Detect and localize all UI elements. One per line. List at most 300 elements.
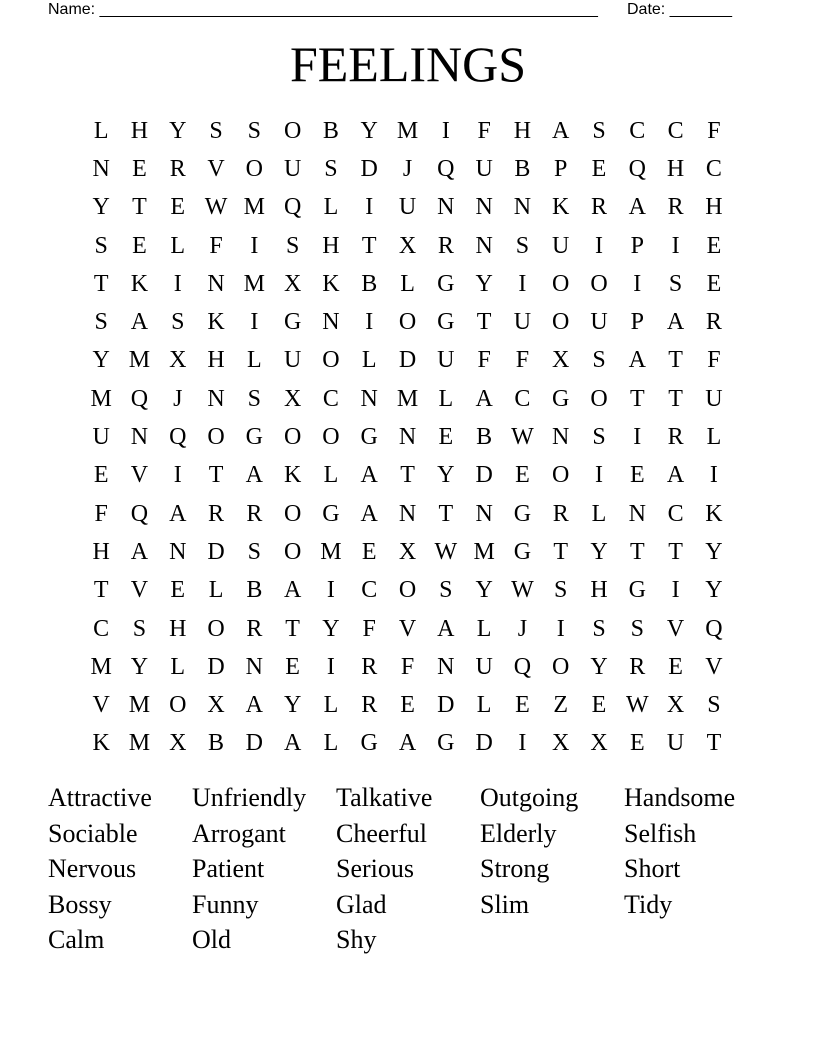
- grid-cell: N: [245, 653, 263, 680]
- grid-cell: N: [92, 155, 110, 182]
- grid-cell: W: [511, 424, 534, 451]
- grid-cell: R: [361, 692, 378, 719]
- grid-cell: O: [283, 538, 302, 565]
- grid-cell: D: [475, 462, 493, 489]
- grid-cell: I: [633, 424, 642, 451]
- grid-cell: U: [590, 309, 608, 336]
- grid-cell: G: [437, 309, 455, 336]
- grid-cell: A: [475, 385, 493, 412]
- word-list-item: Serious: [336, 854, 414, 883]
- grid-cell: N: [398, 500, 417, 527]
- grid-cell: U: [552, 232, 570, 259]
- grid-cell: C: [322, 385, 339, 412]
- grid-cell: F: [707, 117, 721, 144]
- grid-cell: G: [360, 424, 378, 451]
- grid-cell: L: [476, 692, 492, 719]
- grid-cell: F: [477, 347, 491, 374]
- grid-cell: Y: [283, 692, 302, 719]
- grid-cell: Y: [130, 653, 149, 680]
- grid-cell: E: [132, 232, 147, 259]
- grid-cell: E: [285, 653, 300, 680]
- grid-cell: U: [513, 309, 532, 336]
- grid-cell: Y: [705, 538, 723, 565]
- grid-cell: I: [365, 309, 374, 336]
- grid-cell: N: [628, 500, 646, 527]
- grid-cell: C: [93, 615, 110, 642]
- grid-cell: E: [170, 194, 186, 221]
- grid-cell: X: [169, 730, 187, 757]
- grid-cell: T: [476, 309, 492, 336]
- grid-cell: O: [283, 117, 302, 144]
- grid-cell: Y: [475, 270, 493, 297]
- grid-cell: F: [94, 500, 108, 527]
- grid-cell: M: [320, 538, 342, 565]
- grid-cell: N: [130, 424, 149, 451]
- grid-cell: N: [398, 424, 417, 451]
- grid-cell: I: [518, 730, 527, 757]
- grid-cell: M: [243, 270, 265, 297]
- grid-cell: X: [169, 347, 187, 374]
- word-list-item: Attractive: [48, 783, 152, 812]
- grid-cell: A: [552, 117, 570, 144]
- grid-cell: S: [554, 577, 568, 604]
- grid-cell: H: [513, 117, 532, 144]
- grid-cell: Y: [92, 194, 110, 221]
- word-list-item: Slim: [480, 889, 530, 919]
- word-list-item: Patient: [192, 854, 265, 883]
- grid-cell: I: [709, 462, 718, 489]
- grid-cell: M: [473, 538, 495, 565]
- grid-cell: R: [667, 194, 684, 221]
- grid-cell: N: [475, 500, 493, 527]
- grid-cell: F: [707, 347, 721, 374]
- grid-cell: G: [513, 538, 532, 565]
- grid-cell: L: [361, 347, 377, 374]
- grid-cell: O: [245, 155, 263, 182]
- grid-cell: L: [323, 194, 339, 221]
- grid-cell: S: [630, 615, 644, 642]
- grid-cell: V: [666, 615, 685, 642]
- grid-cell: V: [130, 577, 149, 604]
- grid-cell: I: [250, 309, 259, 336]
- grid-cell: O: [207, 615, 225, 642]
- grid-cell: M: [128, 692, 151, 719]
- grid-cell: U: [283, 155, 302, 182]
- grid-cell: J: [173, 385, 183, 412]
- grid-cell: B: [246, 577, 263, 604]
- grid-cell: C: [629, 117, 646, 144]
- grid-cell: N: [513, 194, 532, 221]
- grid-cell: N: [207, 385, 225, 412]
- grid-cell: A: [283, 730, 302, 757]
- grid-cell: T: [629, 538, 645, 565]
- word-search-grid: [82, 112, 733, 763]
- grid-cell: D: [475, 730, 493, 757]
- grid-cell: U: [92, 424, 110, 451]
- grid-cell: A: [130, 309, 149, 336]
- grid-cell: I: [326, 577, 335, 604]
- grid-cell: O: [590, 385, 608, 412]
- grid-cell: I: [173, 462, 182, 489]
- grid-cell: L: [323, 730, 339, 757]
- word-list: [48, 780, 768, 958]
- word-list-item: Calm: [48, 925, 105, 954]
- grid-cell: S: [247, 385, 262, 412]
- word-list-item: Cheerful: [336, 818, 427, 848]
- grid-cell: C: [705, 155, 722, 182]
- word-list-item: Strong: [480, 854, 550, 883]
- grid-cell: S: [132, 615, 147, 642]
- grid-cell: E: [438, 424, 454, 451]
- grid-cell: X: [552, 730, 570, 757]
- grid-cell: Y: [92, 347, 110, 374]
- grid-cell: H: [92, 538, 110, 565]
- grid-cell: K: [705, 500, 723, 527]
- grid-cell: T: [668, 385, 683, 412]
- grid-cell: I: [250, 232, 259, 259]
- grid-cell: A: [245, 692, 263, 719]
- grid-cell: I: [595, 462, 603, 489]
- grid-cell: E: [93, 462, 109, 489]
- word-list-item: Funny: [192, 889, 259, 919]
- grid-cell: L: [247, 347, 262, 374]
- grid-cell: E: [515, 462, 530, 489]
- grid-cell: T: [553, 538, 569, 565]
- grid-cell: B: [361, 270, 378, 297]
- grid-cell: E: [400, 692, 415, 719]
- grid-cell: B: [514, 155, 531, 182]
- grid-cell: Y: [475, 577, 493, 604]
- grid-cell: E: [706, 232, 722, 259]
- grid-cell: L: [208, 577, 224, 604]
- grid-cell: D: [360, 155, 378, 182]
- grid-cell: R: [246, 500, 263, 527]
- grid-cell: G: [283, 309, 302, 336]
- grid-cell: M: [243, 194, 265, 221]
- grid-cell: N: [475, 232, 493, 259]
- grid-cell: P: [630, 232, 644, 259]
- grid-cell: A: [628, 194, 646, 221]
- grid-cell: U: [475, 653, 493, 680]
- grid-cell: D: [437, 692, 455, 719]
- grid-cell: N: [437, 194, 455, 221]
- grid-cell: U: [475, 155, 493, 182]
- worksheet-header: [48, 0, 748, 20]
- grid-cell: X: [398, 538, 417, 565]
- grid-cell: Y: [169, 117, 187, 144]
- grid-cell: A: [245, 462, 263, 489]
- page-title: FEELINGS: [289, 36, 527, 92]
- grid-cell: H: [207, 347, 225, 374]
- grid-cell: E: [591, 155, 607, 182]
- grid-cell: N: [207, 270, 225, 297]
- grid-cell: V: [398, 615, 417, 642]
- grid-cell: R: [246, 615, 263, 642]
- grid-cell: R: [169, 155, 186, 182]
- grid-cell: I: [518, 270, 527, 297]
- grid-cell: I: [556, 615, 565, 642]
- grid-cell: O: [283, 500, 302, 527]
- grid-cell: S: [439, 577, 453, 604]
- grid-cell: T: [361, 232, 377, 259]
- name-field-label: Name: ________________________________________________________: [48, 1, 598, 18]
- grid-cell: Y: [590, 653, 608, 680]
- grid-cell: S: [592, 117, 606, 144]
- grid-cell: T: [132, 194, 147, 221]
- grid-cell: I: [441, 117, 450, 144]
- grid-cell: R: [208, 500, 225, 527]
- word-list-item: Old: [192, 925, 231, 954]
- grid-cell: R: [629, 653, 646, 680]
- grid-cell: E: [706, 270, 722, 297]
- grid-cell: A: [130, 538, 149, 565]
- grid-cell: B: [208, 730, 225, 757]
- grid-cell: S: [592, 347, 606, 374]
- word-list-item: Nervous: [48, 854, 137, 883]
- grid-cell: X: [207, 692, 225, 719]
- grid-cell: S: [592, 424, 606, 451]
- grid-cell: U: [705, 385, 723, 412]
- word-list-item: Arrogant: [192, 818, 286, 848]
- grid-cell: O: [283, 424, 302, 451]
- grid-cell: M: [90, 385, 112, 412]
- grid-cell: A: [398, 730, 417, 757]
- grid-cell: G: [552, 385, 570, 412]
- grid-cell: M: [128, 347, 151, 374]
- grid-cell: T: [93, 577, 109, 604]
- grid-cell: A: [360, 500, 378, 527]
- grid-cell: V: [705, 653, 723, 680]
- grid-cell: C: [667, 500, 684, 527]
- grid-cell: X: [283, 270, 302, 297]
- grid-cell: R: [591, 194, 608, 221]
- grid-cell: Q: [628, 155, 646, 182]
- word-list-item: Elderly: [480, 818, 557, 848]
- grid-cell: C: [667, 117, 684, 144]
- grid-cell: L: [323, 462, 339, 489]
- grid-cell: M: [396, 385, 419, 412]
- grid-cell: H: [169, 615, 187, 642]
- grid-cell: H: [130, 117, 149, 144]
- word-list-item: Outgoing: [480, 783, 579, 812]
- grid-cell: R: [552, 500, 569, 527]
- grid-cell: K: [322, 270, 340, 297]
- grid-cell: A: [666, 462, 685, 489]
- grid-cell: T: [668, 347, 683, 374]
- word-list-item: Shy: [336, 925, 377, 954]
- grid-cell: Q: [283, 194, 302, 221]
- grid-cell: K: [552, 194, 570, 221]
- grid-cell: K: [92, 730, 110, 757]
- grid-cell: G: [437, 730, 455, 757]
- grid-cell: R: [361, 653, 378, 680]
- grid-cell: V: [207, 155, 225, 182]
- grid-cell: T: [706, 730, 722, 757]
- grid-cell: S: [592, 615, 606, 642]
- grid-cell: Q: [705, 615, 723, 642]
- grid-cell: M: [396, 117, 419, 144]
- grid-cell: D: [207, 653, 225, 680]
- grid-cell: A: [628, 347, 646, 374]
- grid-cell: N: [437, 653, 455, 680]
- grid-cell: N: [360, 385, 378, 412]
- grid-cell: Q: [130, 500, 149, 527]
- grid-cell: F: [515, 347, 530, 374]
- grid-cell: T: [285, 615, 300, 642]
- grid-cell: H: [666, 155, 685, 182]
- grid-cell: K: [283, 462, 302, 489]
- grid-cell: R: [667, 424, 684, 451]
- grid-cell: O: [552, 270, 570, 297]
- word-list-item: Tidy: [624, 889, 673, 919]
- grid-cell: I: [671, 232, 680, 259]
- grid-cell: U: [398, 194, 417, 221]
- grid-cell: O: [552, 309, 570, 336]
- grid-cell: E: [132, 155, 147, 182]
- grid-cell: G: [628, 577, 646, 604]
- grid-cell: D: [245, 730, 263, 757]
- grid-cell: Q: [437, 155, 455, 182]
- grid-cell: Y: [590, 538, 608, 565]
- grid-cell: S: [324, 155, 338, 182]
- grid-cell: H: [590, 577, 608, 604]
- grid-cell: B: [322, 117, 339, 144]
- grid-cell: L: [591, 500, 607, 527]
- word-list-item: Handsome: [624, 783, 736, 812]
- grid-cell: M: [128, 730, 151, 757]
- grid-cell: A: [666, 309, 685, 336]
- grid-cell: G: [245, 424, 263, 451]
- grid-cell: J: [402, 155, 413, 182]
- word-list-item: Talkative: [336, 783, 433, 812]
- grid-cell: X: [552, 347, 570, 374]
- grid-cell: T: [93, 270, 109, 297]
- grid-cell: S: [285, 232, 300, 259]
- grid-cell: N: [475, 194, 493, 221]
- grid-cell: S: [247, 117, 262, 144]
- date-field-label: Date: _______: [627, 1, 732, 18]
- grid-cell: A: [283, 577, 302, 604]
- grid-cell: Q: [169, 424, 187, 451]
- grid-cell: E: [361, 538, 377, 565]
- grid-cell: Y: [322, 615, 340, 642]
- grid-cell: S: [94, 309, 108, 336]
- grid-cell: I: [595, 232, 603, 259]
- grid-cell: I: [633, 270, 642, 297]
- word-list-item: Glad: [336, 889, 387, 919]
- grid-cell: F: [477, 117, 491, 144]
- grid-cell: Y: [705, 577, 723, 604]
- grid-cell: E: [629, 730, 645, 757]
- grid-cell: T: [400, 462, 415, 489]
- grid-cell: D: [207, 538, 225, 565]
- grid-cell: S: [209, 117, 223, 144]
- grid-cell: T: [438, 500, 454, 527]
- grid-cell: S: [707, 692, 721, 719]
- grid-cell: G: [437, 270, 455, 297]
- grid-cell: N: [552, 424, 570, 451]
- grid-cell: L: [170, 232, 186, 259]
- grid-cell: R: [437, 232, 454, 259]
- grid-cell: O: [322, 424, 340, 451]
- grid-cell: X: [666, 692, 685, 719]
- grid-cell: U: [283, 347, 302, 374]
- grid-cell: M: [90, 653, 112, 680]
- grid-cell: J: [517, 615, 528, 642]
- grid-cell: L: [170, 653, 186, 680]
- grid-cell: N: [322, 309, 340, 336]
- grid-cell: L: [438, 385, 454, 412]
- grid-cell: S: [668, 270, 683, 297]
- grid-cell: G: [322, 500, 340, 527]
- grid-cell: A: [169, 500, 187, 527]
- word-list-item: Sociable: [48, 818, 138, 848]
- grid-cell: P: [554, 155, 568, 182]
- grid-cell: E: [591, 692, 607, 719]
- grid-cell: A: [437, 615, 455, 642]
- grid-cell: T: [208, 462, 224, 489]
- grid-cell: N: [169, 538, 187, 565]
- grid-cell: U: [666, 730, 685, 757]
- grid-cell: K: [130, 270, 149, 297]
- grid-cell: I: [365, 194, 374, 221]
- grid-cell: O: [398, 577, 417, 604]
- grid-cell: E: [515, 692, 530, 719]
- grid-cell: Z: [553, 692, 569, 719]
- grid-cell: W: [511, 577, 534, 604]
- grid-cell: X: [398, 232, 417, 259]
- grid-cell: E: [629, 462, 645, 489]
- grid-cell: L: [476, 615, 492, 642]
- grid-cell: O: [590, 270, 608, 297]
- grid-cell: E: [668, 653, 683, 680]
- grid-cell: O: [398, 309, 417, 336]
- grid-cell: F: [362, 615, 376, 642]
- grid-cell: T: [629, 385, 645, 412]
- word-list-item: Short: [624, 854, 681, 883]
- grid-cell: I: [173, 270, 182, 297]
- grid-cell: W: [434, 538, 458, 565]
- grid-cell: T: [668, 538, 683, 565]
- grid-cell: K: [207, 309, 225, 336]
- grid-cell: F: [209, 232, 223, 259]
- grid-cell: P: [630, 309, 644, 336]
- grid-cell: S: [94, 232, 108, 259]
- grid-cell: L: [93, 117, 109, 144]
- grid-cell: O: [169, 692, 187, 719]
- grid-cell: O: [552, 653, 570, 680]
- grid-cell: H: [705, 194, 723, 221]
- grid-cell: G: [360, 730, 378, 757]
- grid-cell: D: [398, 347, 417, 374]
- grid-cell: C: [514, 385, 531, 412]
- grid-cell: O: [207, 424, 225, 451]
- grid-cell: A: [360, 462, 378, 489]
- grid-cell: I: [671, 577, 680, 604]
- grid-cell: L: [323, 692, 339, 719]
- grid-cell: O: [552, 462, 570, 489]
- grid-cell: X: [283, 385, 302, 412]
- grid-cell: Q: [513, 653, 532, 680]
- grid-cell: O: [322, 347, 340, 374]
- grid-cell: U: [437, 347, 455, 374]
- grid-cell: S: [247, 538, 262, 565]
- grid-cell: E: [170, 577, 186, 604]
- grid-cell: V: [130, 462, 149, 489]
- grid-cell: Q: [130, 385, 149, 412]
- grid-cell: V: [92, 692, 110, 719]
- grid-cell: F: [400, 653, 415, 680]
